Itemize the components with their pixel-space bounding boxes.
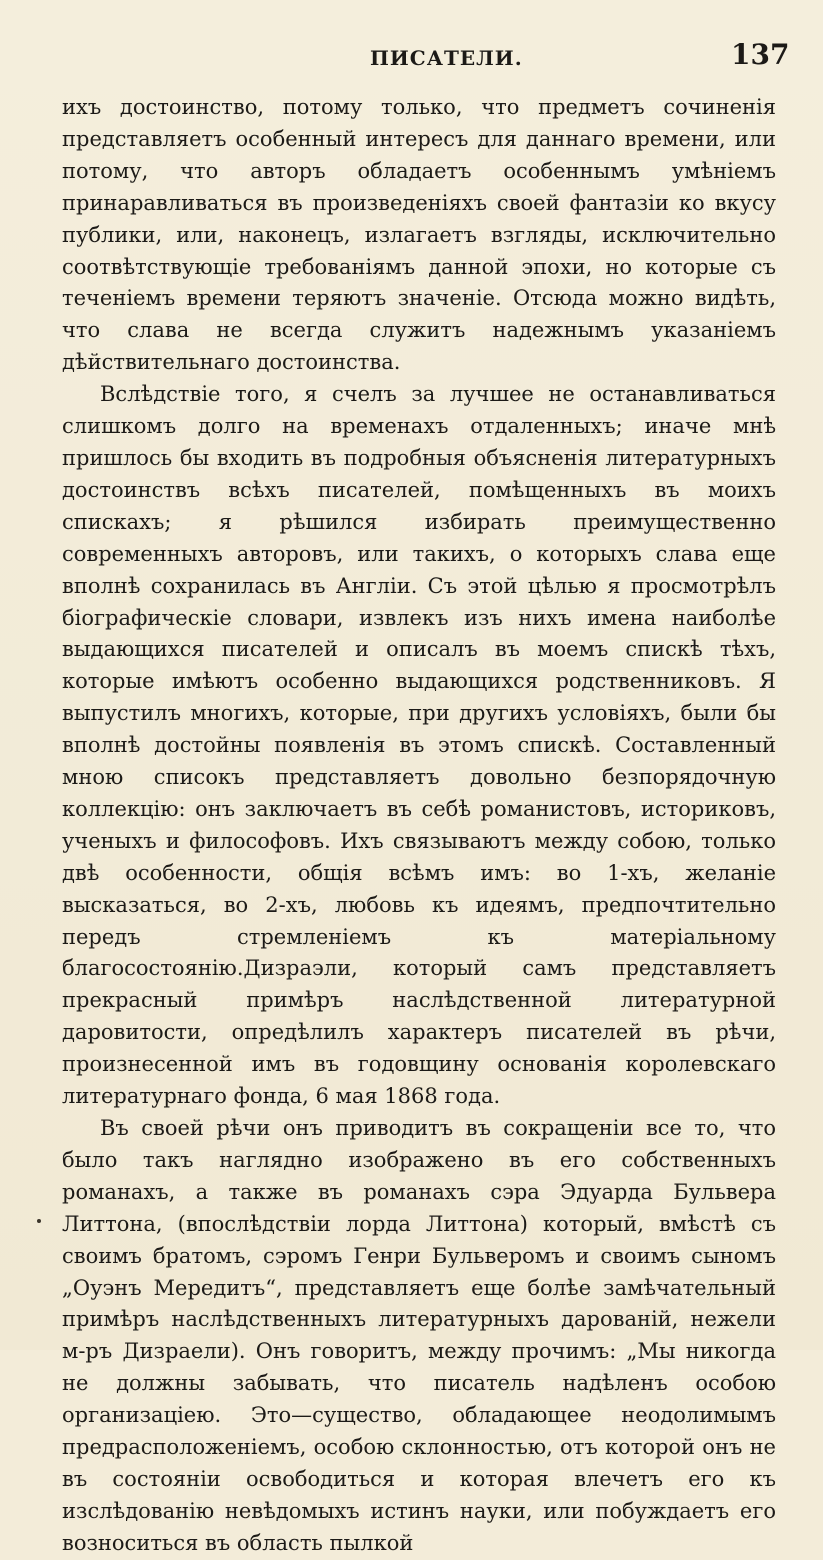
paragraph-2: Вслѣдствіе того, я счелъ за лучшее не останавливаться слишкомъ долго на временахъ отдаленныхъ; иначе мнѣ пришлось бы входить въ подробныя объясненія литературныхъ достоинствъ всѣхъ писателей, помѣщенныхъ въ моихъ спискахъ; я рѣшился избирать преимущественно современныхъ авторовъ, или такихъ, о которыхъ слава еще вполнѣ сохранилась въ Англіи. Съ этой цѣлью я просмотрѣлъ біографическіе словари, извлекъ изъ нихъ имена наиболѣе выдающихся писателей и описалъ въ моемъ спискѣ тѣхъ, которые имѣютъ особенно выдающихся родственниковъ. Я выпустилъ многихъ, которые, при другихъ условіяхъ, были бы вполнѣ достойны появленія въ этомъ спискѣ. Составленный мною списокъ представляетъ довольно безпорядочную коллекцію: онъ заключаетъ въ себѣ романистовъ, историковъ, ученыхъ и философовъ. Ихъ связываютъ между собою, только двѣ особенности, общія всѣмъ имъ: во 1-хъ, желаніе высказаться, во 2-хъ, любовь къ идеямъ, предпочтительно передъ стремленіемъ къ матеріальному благосостоянію.Дизраэли, который самъ представляетъ прекрасный примѣръ наслѣдственной литературной даровитости, опредѣлилъ характеръ писателей въ рѣчи, произнесенной имъ въ годовщину основанія королевскаго литературнаго фонда, 6 мая 1868 года.: [62, 382, 776, 1109]
page-number: 137: [731, 38, 790, 71]
paragraph-3: Въ своей рѣчи онъ приводитъ въ сокращеніи все то, что было такъ наглядно изображено въ его собственныхъ романахъ, а также въ романахъ сэра Эдуарда Бульвера Литтона, (впослѣдствіи лорда Литтона) который, вмѣстѣ съ своимъ братомъ, сэромъ Генри Бульверомъ и своимъ сыномъ „Оуэнъ Мередитъ“, представляетъ еще болѣе замѣчательный примѣръ наслѣдственныхъ литературныхъ дарованій, нежели м-ръ Дизраели). Онъ говоритъ, между прочимъ: „Мы никогда не должны забывать, что писатель надѣленъ особою организаціею. Это—существо, обладающее неодолимымъ предрасположеніемъ, особою склонностью, отъ которой онъ не въ состояніи освободиться и которая влечетъ его къ изслѣдованію невѣдомыхъ истинъ науки, или побуждаетъ его возноситься въ область пылкой: [62, 1116, 776, 1555]
running-head: [0, 38, 823, 78]
paragraph-1: ихъ достоинство, потому только, что предметъ сочиненія представляетъ особенный интересъ для даннаго времени, или потому, что авторъ обладаетъ особеннымъ умѣніемъ принаравливаться въ произведеніяхъ своей фантазіи ко вкусу публики, или, наконецъ, излагаетъ взгляды, исключительно соотвѣтствующіе требованіямъ данной эпохи, но которые съ теченіемъ времени теряютъ значеніе. Отсюда можно видѣть, что слава не всегда служитъ надежнымъ указаніемъ дѣйствительнаго достоинства.: [62, 95, 776, 375]
ink-speck: [37, 1219, 41, 1223]
body-text: [62, 92, 776, 1560]
chapter-title: ПИСАТЕЛИ.: [370, 46, 523, 70]
